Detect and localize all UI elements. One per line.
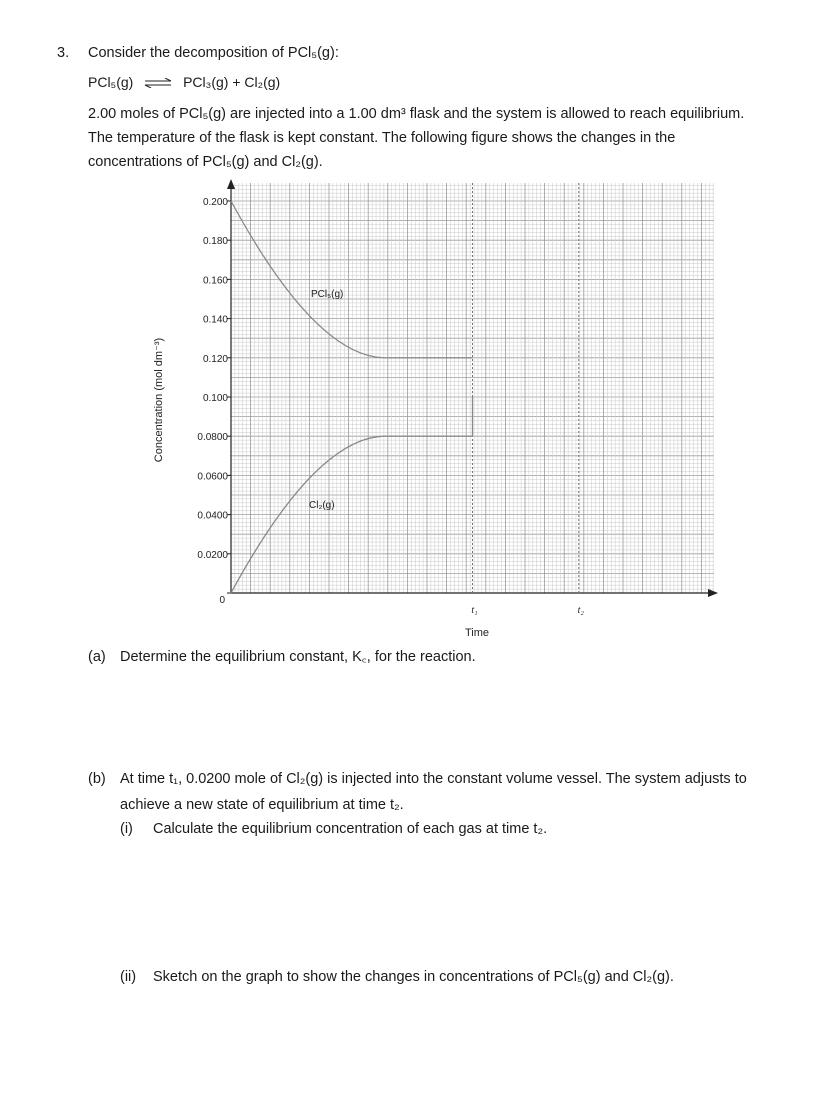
equation-reactant: PCl₅(g)	[88, 74, 134, 90]
part-a-text: Determine the equilibrium constant, K꜀, for the reaction.	[120, 649, 476, 665]
part-b-ii-label: (ii)	[120, 969, 137, 985]
question-number: 3.	[57, 45, 70, 61]
y-tick-label: 0.0600	[197, 471, 228, 483]
y-tick-label: 0.180	[202, 236, 228, 248]
part-b-label: (b)	[88, 771, 106, 787]
part-b-ii-text: Sketch on the graph to show the changes in concentrations of PCl₅(g) and Cl₂(g).	[153, 969, 674, 985]
part-b-i-label: (i)	[120, 821, 133, 837]
paragraph-line-2: The temperature of the flask is kept constant. The following figure shows the changes in the	[88, 130, 676, 146]
y-tick-label: 0.120	[202, 353, 228, 365]
t1-tick-label: t₁	[471, 605, 478, 616]
y-tick-label: 0.0400	[197, 510, 228, 522]
part-b-text-line-2: achieve a new state of equilibrium at time t₂.	[120, 797, 404, 813]
chart-labels	[153, 197, 584, 639]
y-tick-label: 0	[219, 595, 225, 606]
part-b-i	[120, 819, 547, 839]
y-tick-label: 0.100	[202, 393, 228, 404]
part-a	[88, 647, 476, 667]
y-tick-label: 0.0800	[197, 432, 228, 444]
part-b-text-line-1: At time t₁, 0.0200 mole of Cl₂(g) is injected into the constant volume vessel. The system adjusts to	[120, 771, 747, 787]
x-axis-title: Time	[464, 627, 490, 639]
y-axis-title: Concentration (mol dm⁻³)	[153, 337, 165, 463]
t2-tick-label: t₂	[577, 605, 584, 616]
y-tick-label: 0.200	[202, 197, 228, 208]
y-axis-arrow-icon	[227, 179, 235, 189]
pcl5-series-label: PCl₅(g)	[311, 289, 344, 300]
y-tick-label: 0.0200	[197, 549, 228, 561]
part-b-i-text: Calculate the equilibrium concentration of each gas at time t₂.	[153, 821, 548, 837]
cl2-series-label: Cl₂(g)	[309, 500, 335, 511]
equation-products: PCl₃(g) + Cl₂(g)	[183, 74, 281, 90]
part-b	[88, 769, 747, 789]
question-title: Consider the decomposition of PCl₅(g):	[88, 45, 339, 61]
y-tick-label: 0.140	[202, 314, 228, 326]
paragraph-line-1: 2.00 moles of PCl₅(g) are injected into a 1.00 dm³ flask and the system is allowed to reach equilibrium.	[88, 106, 745, 122]
part-a-label: (a)	[88, 649, 106, 665]
part-b-ii	[120, 967, 674, 987]
paragraph-line-3: concentrations of PCl₅(g) and Cl₂(g).	[88, 154, 323, 170]
y-tick-label: 0.160	[202, 275, 228, 287]
